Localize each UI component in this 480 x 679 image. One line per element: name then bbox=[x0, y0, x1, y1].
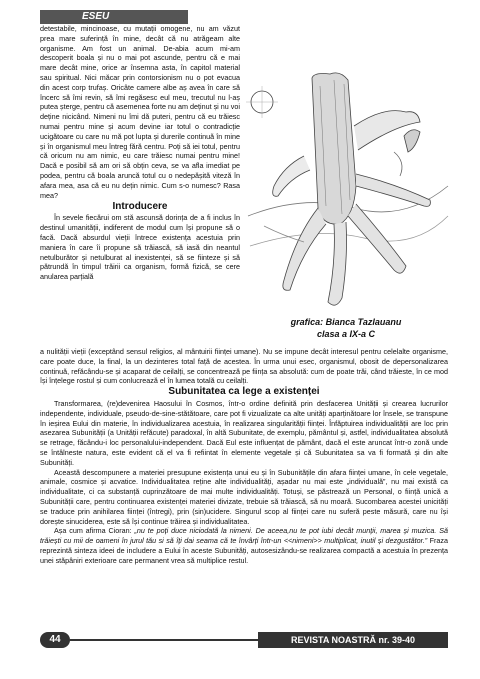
paragraph-intro: În sevele fiecărui om stă ascunsă dorința de a fi inclus în destinul umanității, indiferent de modul cum își propune să o facă. Dacă absurdul vieții întrece existența acestuia prin maniera în care îi propune să trăiască, să iasă din neantul netulburător și netulburat al inexistenței, să se fiinteze și să pătrundă în timpul trăirii ca organism, formă fizică, se cere anularea parțială bbox=[40, 213, 240, 282]
paragraph-continued: detestabile, mincinoase, cu mutații omogene, nu am văzut prea mare suferință în mine, decât că nu atrăgeam alte organisme. Am fost un animal. De-abia acum mi-am descoperit boala și nu o mai pot ascunde, pentru că e mai mare decât mine, orice ar însemna asta, în capitol material sau spiritual. Nici măcar prin contorsionism nu o pot evacua din acest corp trufaș. Oricâte camere albe aș avea în care să încerc să îmi revin, să îmi regăsesc eul meu, trecutul nu l-aș putea șterge, pentru că asemenea forte nu am deținut și nu voi deține nicicând. Nimeni nu îmi dă puteri, pentru că eu trăiesc numai pentru mine și acum devine iar totul o contradicție ucigătoare cu care nu mă pot lupta și durerile continuă în mine și în organismul meu întreg fără centru. Poți să iei totul, pentru că oricum nu am nimic, eu care trăiesc numai pentru mine! Dacă e posibil să am ori să obțin ceva, se va afla imediat pe podea, pentru că boala aruncă totul cu o nedepășită viteză în afara mea, asa că eu nu dețin nimic. Cum s-o numesc? Rasa mea? bbox=[40, 24, 240, 200]
paragraph-nulitate: a nulității vieții (exceptând sensul religios, al mântuirii ființei umane). Nu se impune decât interesul pentru celelalte organisme, care poate duce, la final, la un dezinteres total față de acestea. În urma unui esec, organismul, obosit de depersonalizarea continuă, refăcându-se și acaparat de ceilalți, se concentrează pe ființa sa absolută: cum de poate trăi, când trăieste, în ce mod își înțelege rostul și cum conlucrează el în lumea totală cu ceilalți. bbox=[40, 347, 448, 386]
caption-author: grafica: Bianca Tazlauanu bbox=[290, 317, 402, 327]
drawing-illustration bbox=[244, 66, 450, 320]
heading-introducere: Introducere bbox=[112, 201, 168, 213]
cioran-quote: „nu te poți duce niciodată la nimeni. De aceea,nu te pot iubi decât munții, marea și muzica. Să trăiești cu mii de oameni în jurul tău si să îți dai seama că te învârți într-un <<nimeni>> multiplicat, inutil și dezgustător.” bbox=[40, 526, 448, 546]
paragraph-transformarea: Transformarea, (re)devenirea Haosului în Cosmos, într-o ordine definită prin desfacerea Unității și crearea lucrurilor independente, individuale, pseudo-de-sine-stătătoare, care pot fi vizualizate ca alte unități aparținătoare lor însele, se transpune în ieșirea Eului din materie, în individualizarea acestuia, în realizarea singularității ființei. Înfăptuirea individualității are loc prin asezarea Subunității (a Unității refăcute) paradoxal, în altă Subunitate, de exemplu, pământul și, astfel, individualitatea absolută se retrage, făcându-i loc personalului-independent. Dacă Eul este influențat de pământ, dacă el este aruncat într-o zonă unde se întâlneste natura, este evident că el va fi refiintat în elemente vegetale și că Subunitatea sa va fi formată și din alte Subunități. bbox=[40, 399, 448, 467]
full-width-text-2 bbox=[40, 399, 448, 566]
magazine-title: REVISTA NOASTRĂ nr. 39-40 bbox=[258, 632, 448, 648]
footer bbox=[40, 632, 448, 648]
cioran-lead: Așa cum afirma Cioran: bbox=[54, 526, 135, 536]
caption-class: clasa a IX-a C bbox=[316, 329, 376, 339]
paragraph-descompunere: Această descompunere a materiei presupune existența unui eu și în Subunitățile din afara ființei umane, în cele vegetale, animale, cosmice și acvatice. Individualitatea reține alte individualități, așadar nu mai este „individuală”, nu mai există ca individualitate, ci ca substanță cuprinzătoare de mai multe individualități. Totuși, se păstrează un Personal, o ființă unică a Subunității care, pentru continuarea existenței materiei divizate, trebuie să trăiască, să nu moară. Sucombarea acestei unicități se traduce prin anihilarea ființei (întregi), prin (sin)ucidere. Singurul scop al ființei care nu suferă peste măsură, care nu își dorește sinuciderea, este să își continue trăirea și individualitatea. bbox=[40, 467, 448, 526]
page-number: 44 bbox=[40, 632, 70, 648]
cioran-tail: Fraza reprezintă sinteza ideei de includere a Eului în aceste Subunități, autosesizându-se realizarea compactă a acestuia în prezența unei stăpâniri exterioare care permanent vrea să multiplice restul. bbox=[40, 536, 448, 565]
section-label: ESEU bbox=[40, 10, 188, 24]
paragraph-cioran bbox=[40, 526, 448, 565]
left-column bbox=[40, 24, 240, 282]
artwork-caption bbox=[248, 316, 444, 340]
heading-subunitatea: Subunitatea ca lege a existenței bbox=[168, 386, 320, 397]
full-width-text-1 bbox=[40, 347, 448, 386]
footer-divider bbox=[70, 639, 260, 641]
